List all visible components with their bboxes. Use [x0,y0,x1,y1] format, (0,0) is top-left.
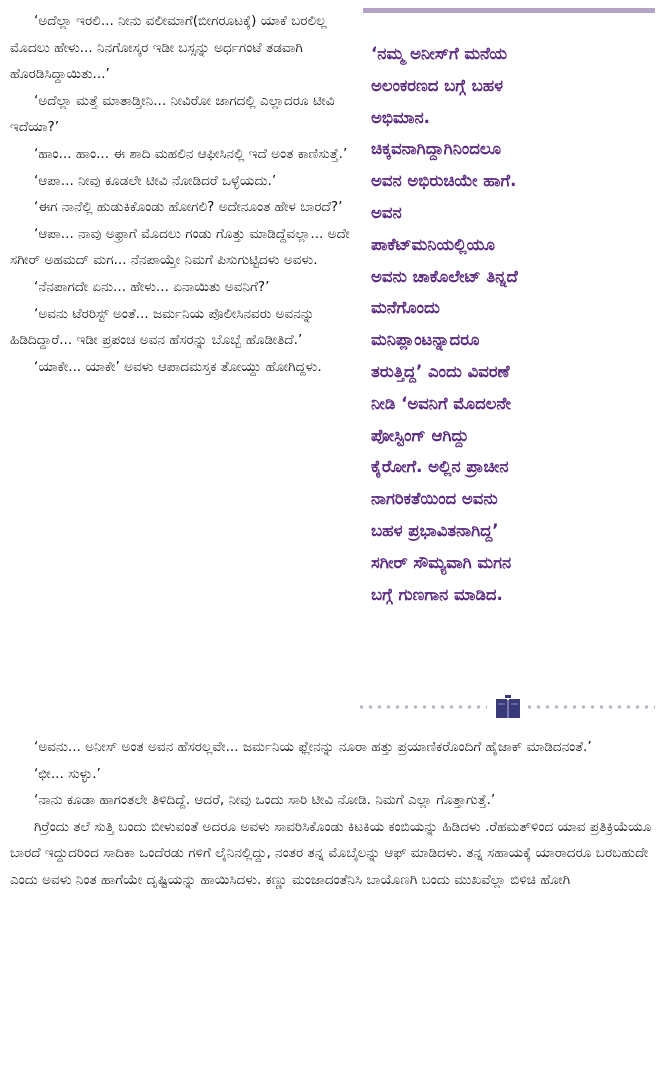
pull-quote-line: ಚಿಕ್ಕವನಾಗಿದ್ದಾಗಿನಿಂದಲೂ [371,139,502,159]
pull-quote-line: ಪಾಕೆಟ್‌ಮನಿಯಲ್ಲಿಯೂ [371,234,495,254]
story-paragraph: ‘ಈಗ ನಾನೆಲ್ಲಿ ಹುಡುಕಿಕೊಂಡು ಹೋಗಲಿ? ಅದೇನೂಂತ ಹೇಳ ಬಾರದೆ?’ [34,199,343,216]
divider-dots-left [357,705,487,709]
section-divider [357,694,657,720]
story-paragraph: ‘ನೆನಪಾಗದೇ ಏನು... ಹೇಳು... ಏನಾಯಿತು ಅವನಿಗೆ?’ [34,278,270,295]
story-paragraph: ‘ಹಾಂ... ಹಾಂ... ಈ ಶಾದಿ ಮಹಲಿನ ಆಫೀಸಿನಲ್ಲಿ ಇದೆ ಅಂತ ಕಾಣಿಸುತ್ತೆ.’ [34,145,348,162]
pull-quote-line: ಸಗೀರ್ ಸೌಮ್ಯವಾಗಿ ಮಗನ [371,552,512,572]
pull-quote-line: ಅಭಿಮಾನ. [371,107,430,127]
pull-quote-line: ನೀಡಿ ‘ಅವನಿಗೆ ಮೊದಲನೇ [371,393,512,413]
book-icon [495,695,521,719]
pull-quote-line: ಅವನ [371,202,402,222]
story-paragraph: ‘ಅವನು... ಅನೀಸ್ ಅಂತ ಅವನ ಹೆಸರಲ್ಲವೇ... ಜರ್ಮನಿಯ ಫ್ಲೇನನ್ನು ನೂರಾ ಹತ್ತು ಪ್ರಯಾಣಿಕರೊಂದಿಗೆ ಹೈಜಾಕ್ ಮಾಡಿದನಂತೆ.’ [34,739,592,755]
pull-quote-line: ನಾಗರಿಕತೆಯಿಂದ ಅವನು [371,489,498,509]
pull-quote-line: ಮನೆಗೊಂದು [371,298,440,318]
pull-quote-line: ಬಹಳ ಪ್ರಭಾವಿತನಾಗಿದ್ದ’ [371,520,499,540]
story-paragraph: ‘ನಾನು ಕೂಡಾ ಹಾಗಂತಲೇ ತಿಳಿದಿದ್ದೆ. ಆದರೆ, ನೀವು ಒಂದು ಸಾರಿ ಟೀವಿ ನೋಡಿ. ನಿಮಗೆ ಎಲ್ಲಾ ಗೊತ್ತಾಗುತ್ತೆ.’ [34,792,496,809]
story-paragraph: ‘ಅವನು ಟೆರರಿಸ್ಟ್ ಅಂತೆ... ಜರ್ಮನಿಯ ಪೊಲೀಸಿನವರು ಅವನನ್ನು ಹಿಡಿದಿದ್ದಾರೆ... ಇಡೀ ಪ್ರಪಂಚ ಅವನ ಹೆಸರನ್ನು ಬೊಬ್ಬೆ ಹೊಡೀತಿದೆ.’ [10,305,315,349]
pull-quote-line: ಅವನು ಚಾಕೊಲೇಟ್ ತಿನ್ನದೆ [371,266,518,286]
story-paragraph: ‘ಯಾಕೇ... ಯಾಕೇ’ ಅವಳು ಆಪಾದಮಸ್ತಕ ತೋಯ್ದು ಹೋಗಿದ್ದಳು. [34,358,322,375]
story-paragraph: ‘ಆಪಾ... ನೀವು ಕೂಡಲೇ ಟೀವಿ ನೋಡಿದರೆ ಒಳ್ಳೆಯದು.’ [34,172,277,189]
story-bottom-text [10,734,656,894]
pull-quote-line: ಅವನ ಅಭಿರುಚಿಯೇ ಹಾಗೆ. [371,171,517,191]
pull-quote [371,38,656,610]
pull-quote-line: ಕೈರೋಗೆ. ಅಲ್ಲಿನ ಪ್ರಾಚೀನ [371,457,509,477]
pull-quote-top-rule [363,8,655,13]
story-left-column [10,8,353,380]
story-paragraph: ‘ಛೀ... ಸುಳ್ಳು.’ [34,765,101,782]
pull-quote-line: ಪೋಸ್ಟಿಂಗ್ ಆಗಿದ್ದು [371,425,469,445]
pull-quote-line: ಬಗ್ಗೆ ಗುಣಗಾನ ಮಾಡಿದ. [371,584,503,604]
pull-quote-line: ಅಲಂಕರಣದ ಬಗ್ಗೆ ಬಹಳ [371,75,504,95]
story-paragraph: ‘ಅದೆಲ್ಲಾ ಮತ್ತೆ ಮಾತಾಡ್ತೀನಿ... ನೀವಿರೋ ಜಾಗದಲ್ಲಿ ಎಲ್ಲಾದರೂ ಟೀವಿ ಇದೆಯಾ?’ [10,92,335,136]
story-paragraph: ‘ಅದೆಲ್ಲಾ ಇರಲಿ... ನೀನು ವಲೀಮಾಗೆ(ಬೀಗರೂಟಕ್ಕೆ) ಯಾಕೆ ಬರಲಿಲ್ಲ ಮೊದಲು ಹೇಳು... ನಿನಗೋಸ್ಕರ ಇಡೀ ಬಸ್ಸನ್ನು ಅರ್ಧಗಂಟೆ ತಡವಾಗಿ ಹೊರಡಿಸಿದ್ದಾಯಿತು...’ [10,13,327,83]
divider-dots-right [525,705,655,709]
story-paragraph: ಗಿರ್ರೆಂದು ತಲೆ ಸುತ್ತಿ ಬಂದು ಬೀಳುವಂತೆ ಅದರೂ ಅವಳು ಸಾವರಿಸಿಕೊಂಡು ಕಿಟಕಿಯ ಕಂಬಿಯನ್ನು ಹಿಡಿದಳು .ರೆಹಮತ್‌ಳಿಂದ ಯಾವ ಪ್ರತಿಕ್ರಿಯೆಯೂ ಬಾರದೆ ಇದ್ದುದರಿಂದ ಸಾದಿಕಾ ಒಂದೆರಡು ಗಳಿಗೆ ಲೈನಿನಲ್ಲಿದ್ದು, ನಂತರ ತನ್ನ ಮೊಬೈಲನ್ನು ಆಫ್ ಮಾಡಿದಳು. ತನ್ನ ಸಹಾಯಕ್ಕೆ ಯಾರಾದರೂ ಬರಬಹುದೇ ಎಂದು ಅವಳು ನಿಂತ ಹಾಗೆಯೇ ದೃಷ್ಟಿಯನ್ನು ಹಾಯಿಸಿದಳು. ಕಣ್ಣು ಮಂಜಾದಂತೆನಿಸಿ ಬಾಯೊಣಗಿ ಬಂದು ಮುಖವೆಲ್ಲಾ ಬಿಳಿಚಿ ಹೋಗಿ [10,818,652,888]
story-paragraph: ‘ಆಪಾ... ನಾವು ಅಫ್ರಾಗೆ ಮೊದಲು ಗಂಡು ಗೊತ್ತು ಮಾಡಿದ್ದೆವಲ್ಲಾ... ಅದೇ ಸಗೀರ್ ಅಹಮದ್ ಮಗ... ನೆನಪಾಯ್ತೇ ನಿಮಗೆ ಪಿಸುಗುಟ್ಟಿದಳು ಅವಳು. [10,225,350,269]
pull-quote-line: ‘ನಮ್ಮ ಅನೀಸ್‌ಗೆ ಮನೆಯ [371,44,508,63]
pull-quote-line: ತರುತ್ತಿದ್ದ’ ಎಂದು ವಿವರಣೆ [371,361,510,381]
pull-quote-line: ಮನಿಪ್ಲಾಂಟನ್ನಾದರೂ [371,330,480,350]
